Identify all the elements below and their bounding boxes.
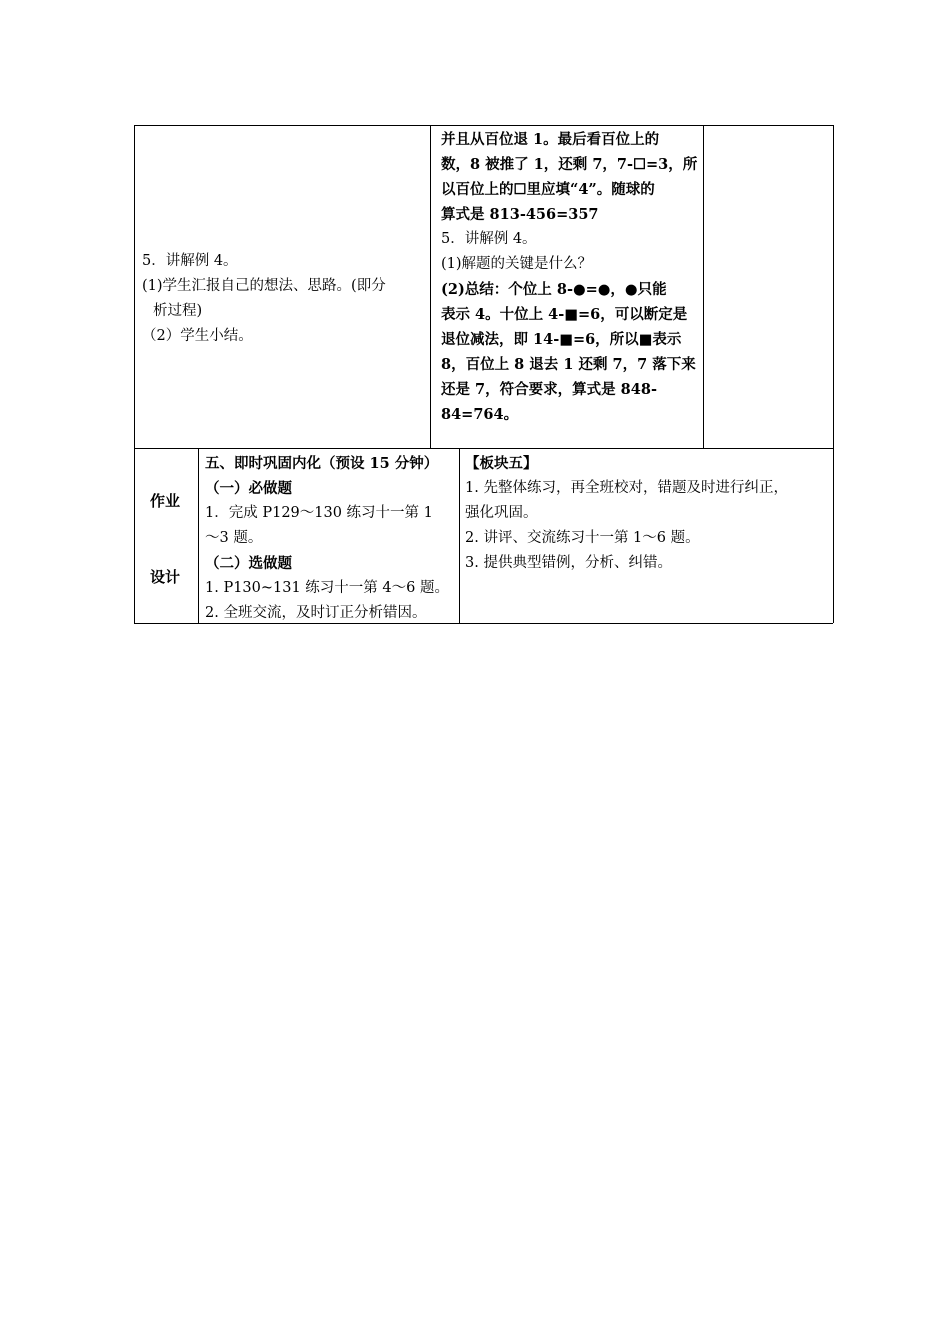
table-border-right bbox=[833, 125, 834, 623]
lesson-plan-table bbox=[134, 125, 833, 623]
homework-label: 作业 bbox=[150, 492, 181, 510]
subheading-required: （一）必做题 bbox=[205, 480, 292, 497]
text-line: 退位减法，即 14-■=6，所以■表示 bbox=[441, 331, 682, 348]
text-line: 8，百位上 8 退去 1 还剩 7，7 落下来 bbox=[441, 356, 696, 373]
row1-mid-cell bbox=[441, 127, 697, 427]
text-line: 2. 全班交流，及时订正分析错因。 bbox=[205, 605, 427, 621]
row2-divider-2 bbox=[459, 448, 460, 623]
text-line: 5．讲解例 4。 bbox=[142, 253, 238, 269]
text-line: ～3 题。 bbox=[205, 530, 263, 546]
text-line: 1. 先整体练习，再全班校对，错题及时进行纠正， bbox=[465, 480, 788, 496]
row2-mid-cell bbox=[205, 451, 449, 626]
text-line: 析过程) bbox=[153, 303, 203, 319]
table-border-left bbox=[134, 125, 135, 623]
table-border-top bbox=[134, 125, 833, 126]
text-line: 算式是 813-456=357 bbox=[441, 206, 599, 223]
text-line: 以百位上的☐里应填“4”。随球的 bbox=[441, 181, 655, 198]
text-line: 强化巩固。 bbox=[465, 505, 538, 521]
text-line: （2）学生小结。 bbox=[142, 328, 253, 344]
text-line: 5．讲解例 4。 bbox=[441, 231, 537, 247]
text-line: 数，8 被推了 1，还剩 7，7-☐=3，所 bbox=[441, 156, 698, 173]
text-line: 2. 讲评、交流练习十一第 1～6 题。 bbox=[465, 530, 700, 546]
row1-divider-2 bbox=[703, 125, 704, 448]
row1-divider-1 bbox=[430, 125, 431, 448]
text-line: 84=764。 bbox=[441, 406, 519, 423]
subheading-optional: （二）选做题 bbox=[205, 555, 292, 572]
row1-left-cell bbox=[142, 249, 386, 349]
row-divider bbox=[134, 448, 833, 449]
text-line: (1)学生汇报自己的想法、思路。(即分 bbox=[142, 278, 386, 294]
row2-divider-1 bbox=[198, 448, 199, 623]
section-heading: 五、即时巩固内化（预设 15 分钟） bbox=[205, 455, 439, 472]
design-label: 设计 bbox=[150, 568, 181, 586]
text-line: (2)总结：个位上 8-●=●，●只能 bbox=[441, 281, 667, 298]
row2-right-cell bbox=[465, 451, 788, 576]
block-heading: 【板块五】 bbox=[465, 455, 538, 472]
text-line: (1)解题的关键是什么？ bbox=[441, 256, 593, 272]
text-line: 1．完成 P129～130 练习十一第 1 bbox=[205, 505, 433, 521]
text-line: 还是 7，符合要求，算式是 848- bbox=[441, 381, 657, 398]
text-line: 3. 提供典型错例，分析、纠错。 bbox=[465, 555, 672, 571]
text-line: 并且从百位退 1。最后看百位上的 bbox=[441, 131, 660, 148]
text-line: 1. P130~131 练习十一第 4～6 题。 bbox=[205, 580, 449, 596]
text-line: 表示 4。十位上 4-■=6，可以断定是 bbox=[441, 306, 688, 323]
